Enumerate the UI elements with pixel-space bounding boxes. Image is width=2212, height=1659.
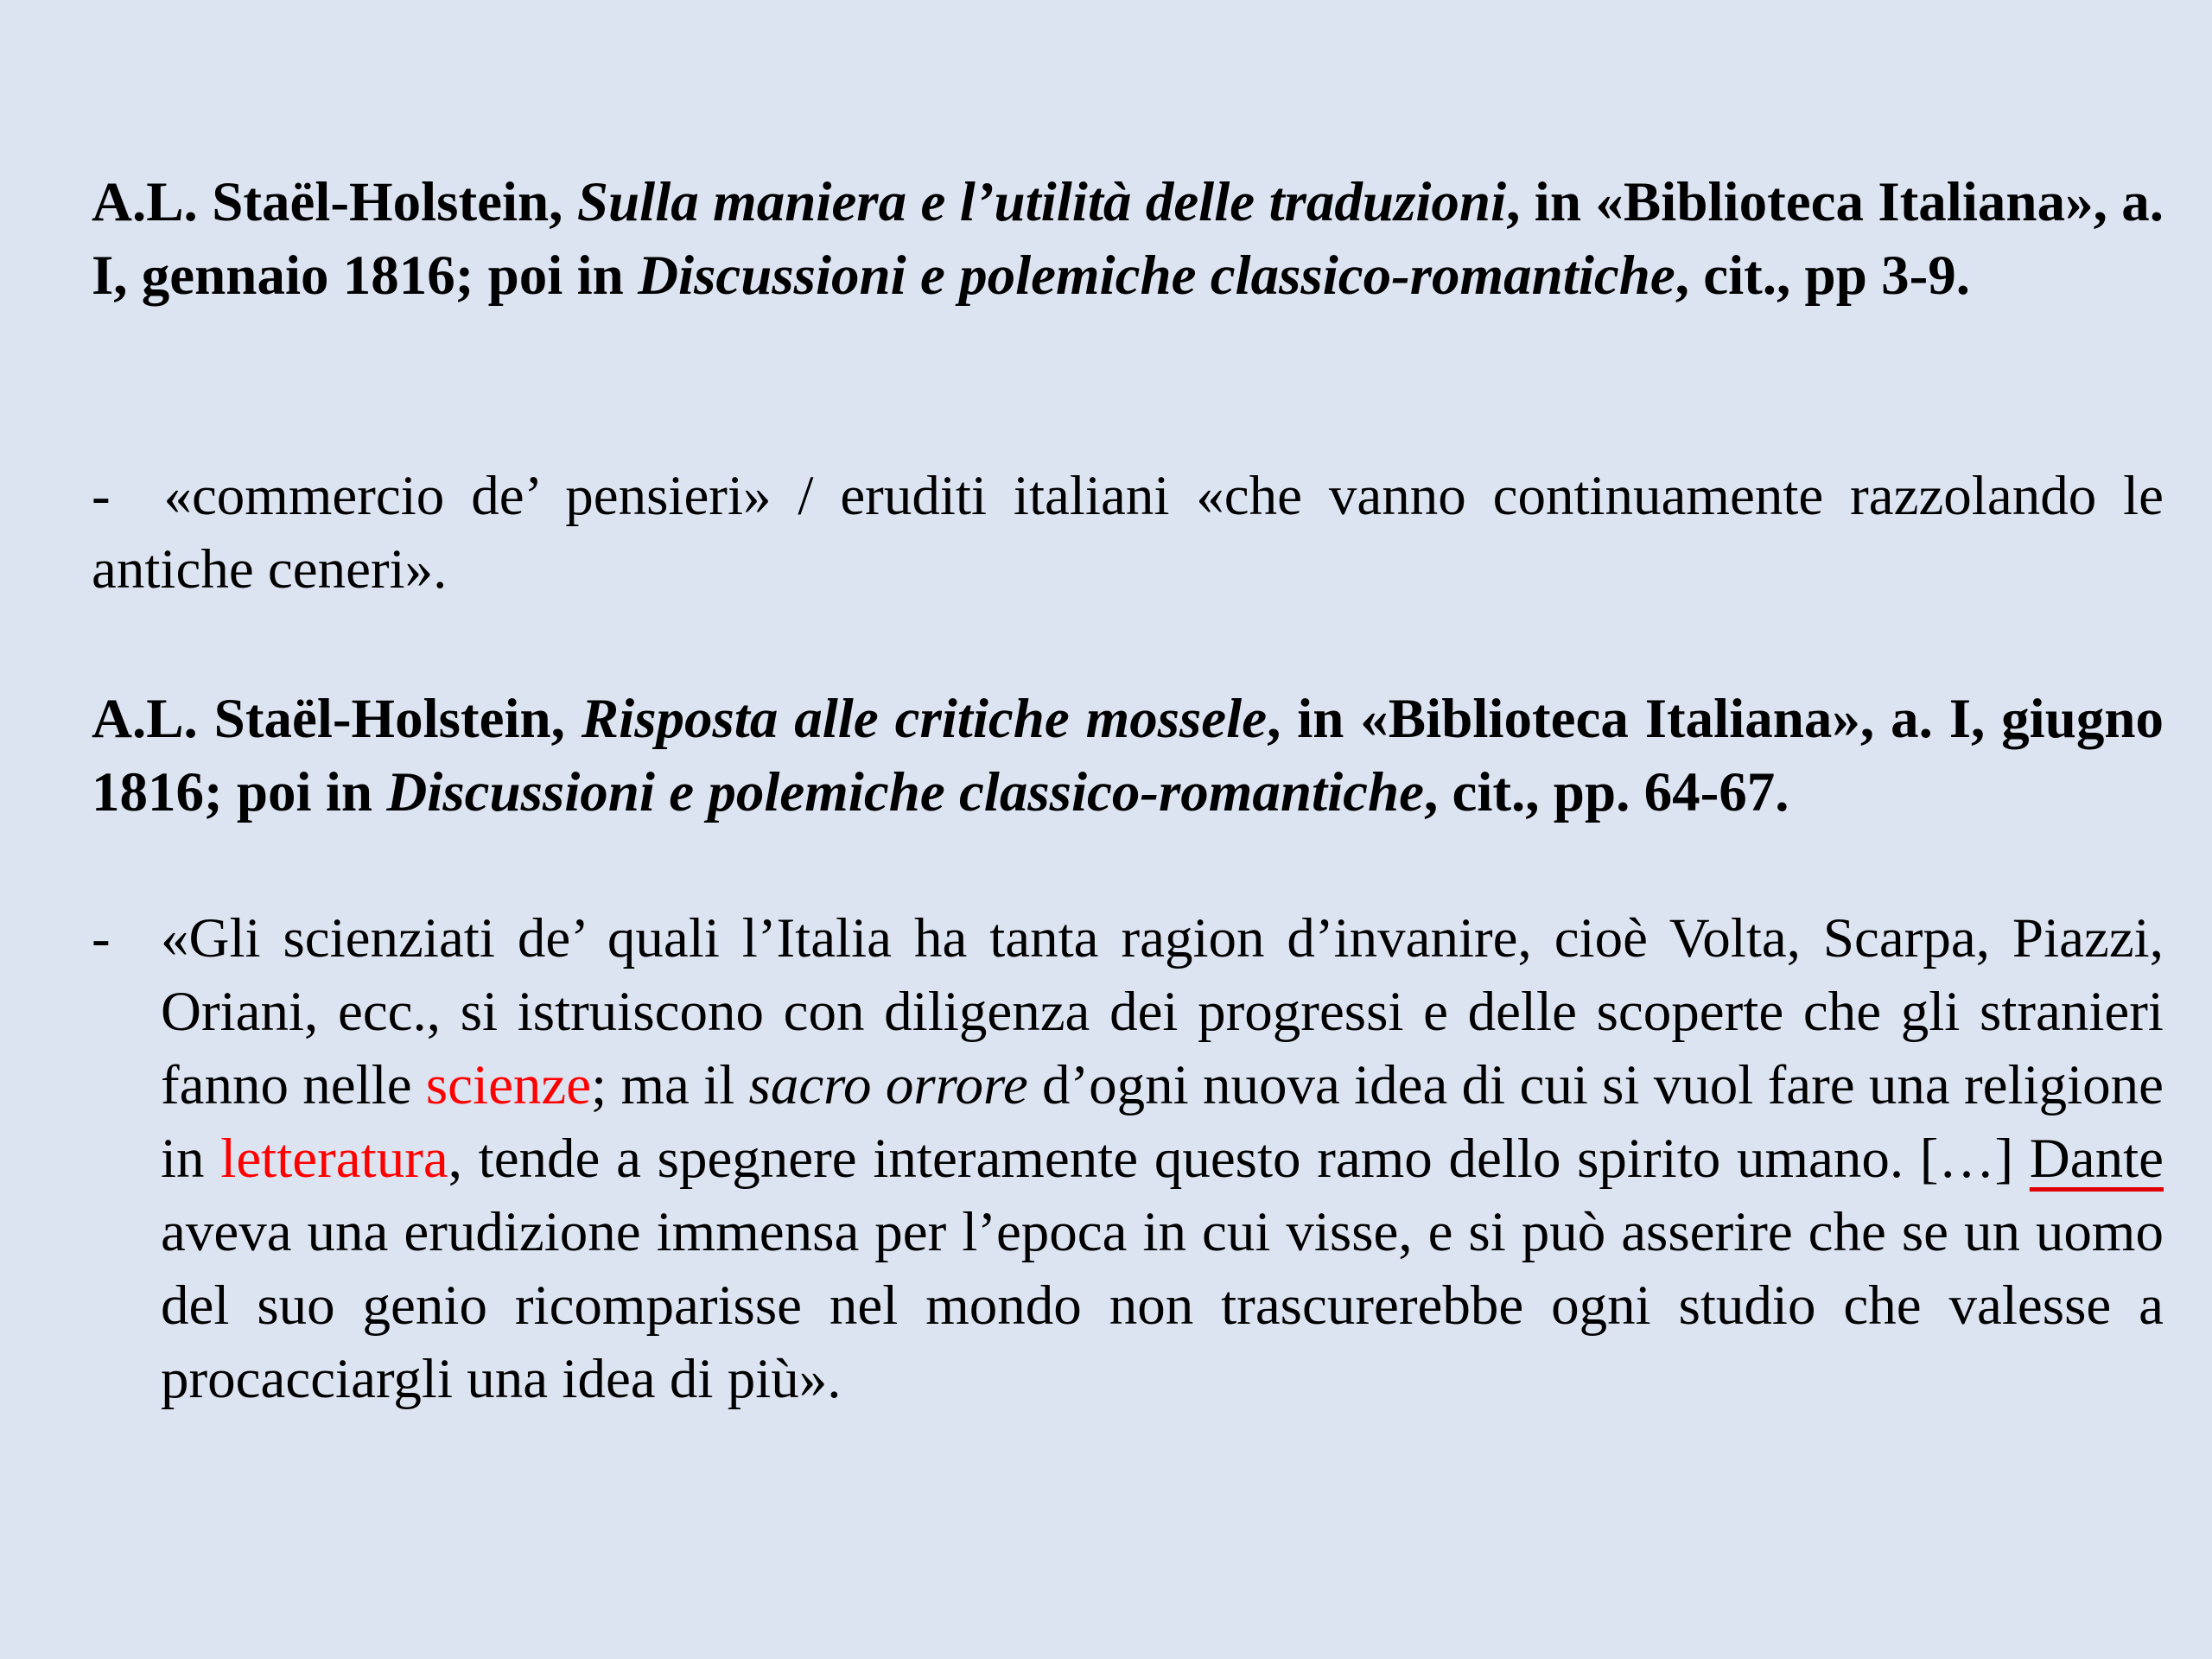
bullet-1	[92, 460, 2164, 607]
reference-2-mid: , in «Biblioteca Italiana», a. I, giugno 1816; poi in	[92, 688, 2164, 823]
reference-1-book: Discussioni e polemiche classico-romantiche	[638, 245, 1675, 307]
reference-2-author: A.L. Staël-Holstein,	[92, 688, 582, 750]
bullet-1-text: «commercio de’ pensieri» / eruditi italiani «che vanno continuamente razzolando le antiche ceneri».	[92, 465, 2164, 601]
quote-part-5: aveva una erudizione immensa per l’epoca in cui visse, e si può asserire che se un uomo del suo genio ricomparisse nel mondo non trascurerebbe ogni studio che valesse a procacciargli una idea di più».	[161, 1201, 2164, 1410]
reference-1	[92, 166, 2164, 313]
reference-1-end: , cit., pp 3-9.	[1675, 245, 1970, 307]
bullet-2-quote	[161, 902, 2164, 1416]
quote-part-3: d’ogni nuova idea di cui si vuol fare una religione in	[161, 1054, 2164, 1190]
highlight-letteratura: letteratura	[220, 1128, 448, 1190]
reference-2-end: , cit., pp. 64-67.	[1424, 761, 1789, 823]
reference-2-title: Risposta alle critiche mossele	[581, 688, 1268, 750]
bullet-1-dash: -	[92, 465, 111, 527]
quote-part-1: «Gli scienziati de’ quali l’Italia ha tanta ragion d’invanire, cioè Volta, Scarpa, Piazzi, Oriani, ecc., si istruiscono con diligenza dei progressi e delle scoperte che gli stranieri fanno nelle	[161, 907, 2164, 1116]
bullet-2	[92, 902, 2164, 1416]
italic-sacro-orrore: sacro orrore	[748, 1054, 1028, 1116]
underlined-dante: Dante	[2029, 1128, 2164, 1190]
quote-part-4: , tende a spegnere interamente questo ramo dello spirito umano. […]	[448, 1128, 2030, 1190]
reference-1-mid: , in «Biblioteca Italiana», a. I, gennaio 1816; poi in	[92, 171, 2164, 307]
reference-1-title: Sulla maniera e l’utilità delle traduzioni	[576, 171, 1507, 233]
reference-2-book: Discussioni e polemiche classico-romantiche	[386, 761, 1424, 823]
reference-2	[92, 683, 2164, 830]
quote-part-2: ; ma il	[591, 1054, 749, 1116]
reference-1-author: A.L. Staël-Holstein,	[92, 171, 577, 233]
highlight-scienze: scienze	[425, 1054, 592, 1116]
bullet-2-dash: -	[92, 907, 111, 969]
